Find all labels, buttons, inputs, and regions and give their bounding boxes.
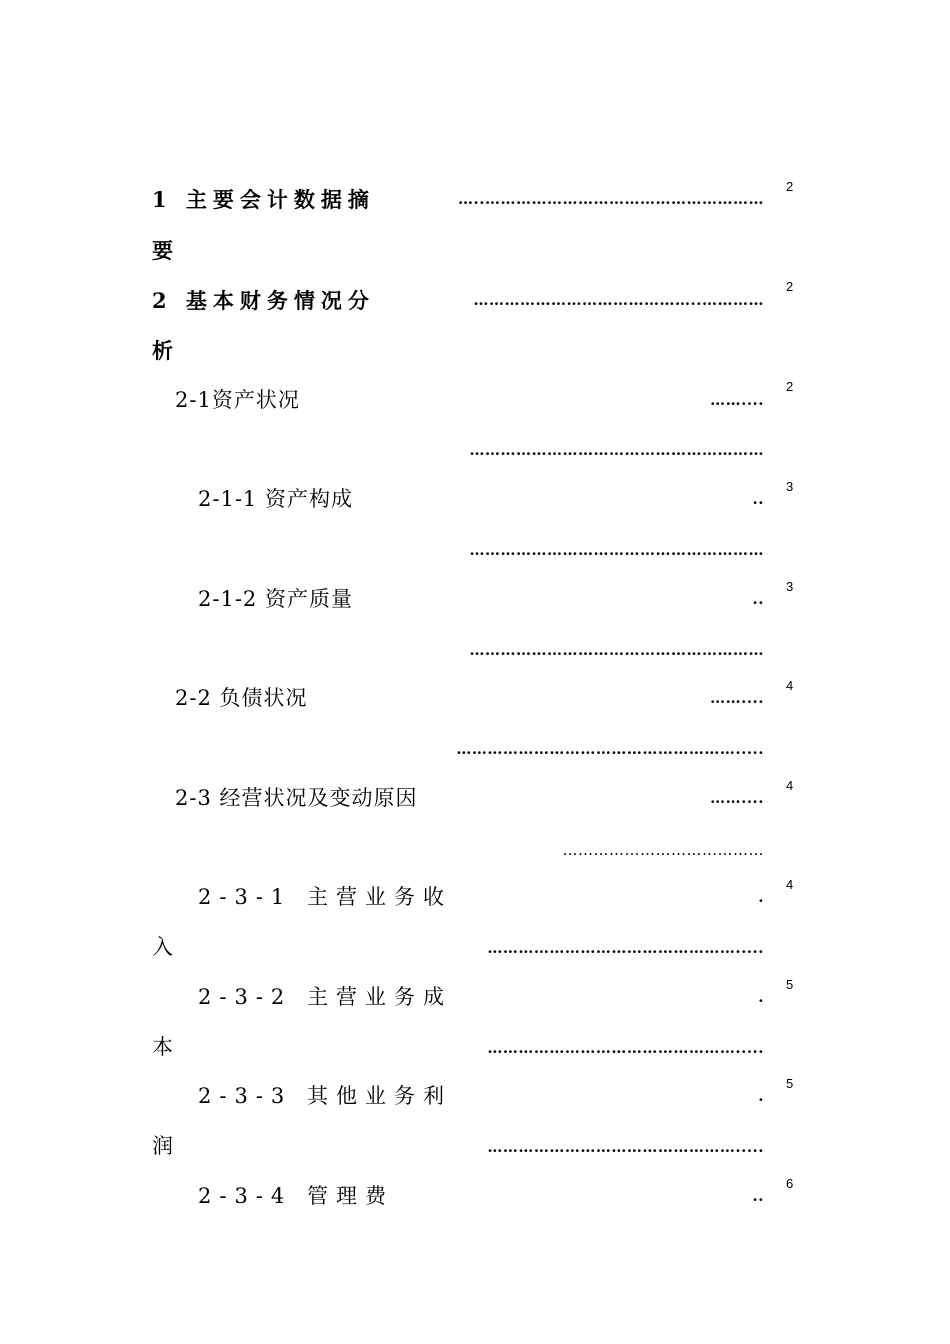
toc-entry-2-3-3-title-cont: 润 xyxy=(152,1134,174,1158)
toc-entry-2-3-3-leader: . xyxy=(758,1089,764,1104)
toc-entry-2-2-leader-2: ………………………………………………..... xyxy=(456,742,764,757)
toc-entry-2-3-leader: …….... xyxy=(710,791,764,806)
toc-entry-2-3-page[interactable]: 4 xyxy=(786,778,794,793)
toc-entry-2-1-2-leader-2: ………………………………………………… xyxy=(469,643,764,658)
toc-entry-2-3-1-leader-2: …………………………………………..... xyxy=(487,941,764,956)
toc-entry-2-3-1-leader: . xyxy=(758,890,764,905)
toc-entry-2-1-2-title[interactable]: 2-1-2 资产质量 xyxy=(198,587,353,611)
toc-entry-2-3-4-title[interactable]: 2-3-4 管理费 xyxy=(198,1184,394,1208)
toc-entry-1-leader: …..……………………………………………… xyxy=(458,192,764,207)
toc-entry-2-1-leader: …….... xyxy=(710,393,764,408)
toc-entry-2-1-2-page[interactable]: 3 xyxy=(786,579,794,594)
toc-entry-2-3-3-title[interactable]: 2-3-3 其他业务利 xyxy=(198,1084,452,1108)
toc-entry-2-1-1-title[interactable]: 2-1-1 资产构成 xyxy=(198,487,353,511)
toc-entry-2-3-2-leader: . xyxy=(758,990,764,1005)
toc-entry-2-3-2-leader-2: …………………………………………..... xyxy=(487,1041,764,1056)
toc-entry-2-3-2-title-cont: 本 xyxy=(152,1035,174,1059)
toc-entry-2-3-1-page[interactable]: 4 xyxy=(786,877,794,892)
toc-entry-2-3-3-page[interactable]: 5 xyxy=(786,1076,794,1091)
toc-entry-2-2-title[interactable]: 2-2 负债状况 xyxy=(175,686,308,710)
toc-entry-2-1-title[interactable]: 2-1资产状况 xyxy=(175,388,300,412)
toc-entry-2-3-1-title-cont: 入 xyxy=(152,935,174,959)
toc-entry-2-1-1-leader: .. xyxy=(752,492,764,507)
toc-entry-2-1-1-leader-2: ………………………………………………… xyxy=(469,543,764,558)
toc-entry-1-title-cont: 要 xyxy=(152,238,179,263)
toc-entry-2-3-2-page[interactable]: 5 xyxy=(786,977,794,992)
toc-entry-2-page[interactable]: 2 xyxy=(786,279,794,294)
toc-entry-2-2-page[interactable]: 4 xyxy=(786,678,794,693)
toc-entry-1-page[interactable]: 2 xyxy=(786,179,794,194)
toc-entry-2-leader: ……………………………………..………… xyxy=(473,293,764,308)
toc-entry-2-3-1-title[interactable]: 2-3-1 主营业务收 xyxy=(198,885,452,909)
toc-entry-2-title[interactable]: 2 基本财务情况分 xyxy=(152,288,375,313)
toc-entry-2-3-4-leader: .. xyxy=(752,1189,764,1204)
toc-entry-2-1-leader-2: ………………………………………………… xyxy=(469,443,764,458)
toc-entry-2-2-leader: …….... xyxy=(710,691,764,706)
toc-entry-2-3-leader-2: ………………………………… xyxy=(562,843,764,858)
toc-entry-2-title-cont: 析 xyxy=(152,338,179,363)
toc-entry-1-title[interactable]: 1 主要会计数据摘 xyxy=(152,187,375,212)
toc-entry-2-3-2-title[interactable]: 2-3-2 主营业务成 xyxy=(198,985,452,1009)
toc-entry-2-3-3-leader-2: …………………………………………..... xyxy=(487,1140,764,1155)
toc-entry-2-3-title[interactable]: 2-3 经营状况及变动原因 xyxy=(175,786,418,810)
toc-entry-2-1-page[interactable]: 2 xyxy=(786,379,794,394)
toc-entry-2-1-2-leader: .. xyxy=(752,592,764,607)
toc-entry-2-3-4-page[interactable]: 6 xyxy=(786,1176,794,1191)
toc-entry-2-1-1-page[interactable]: 3 xyxy=(786,479,794,494)
